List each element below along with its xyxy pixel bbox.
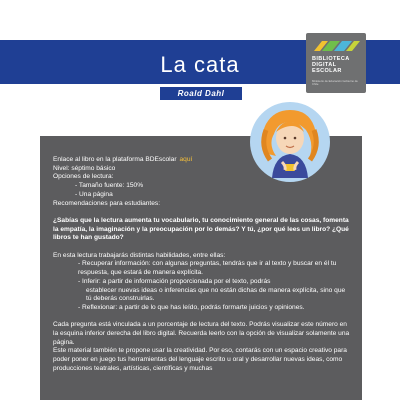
reading-options-label: Opciones de lectura: (53, 173, 114, 181)
biblioteca-digital-logo[interactable] (306, 33, 366, 93)
creativity-paragraph: Este material también te propone usar la creatividad. Por eso, contarás con un espacio creativo para poder poner en juego tus herramientas del lenguaje escrito u oral y desarrollar nuevas ideas, como producciones teatrales, artísticas, científicas y muchas (53, 347, 347, 372)
skill-infer: - Inferir: a partir de información proporcionada por el texto, podrás (78, 277, 271, 285)
logo-line-2: DIGITAL (312, 62, 337, 69)
skill-reflect: - Reflexionar: a partir de lo que has leído, podrás formarte juicios y opiniones. (78, 303, 305, 311)
percent-paragraph: Cada pregunta está vinculada a un porcentaje de lectura del texto. Podrás visualizar este número en la esquina inferior derecha del libro digital. Recuerda leerlo con la opción de visualizar solamente una página. (53, 321, 350, 346)
book-link[interactable]: aquí (179, 156, 193, 163)
logo-subtitle: Ministerio de Educación Gobierno de Chile (312, 79, 358, 87)
reading-guide-text (53, 156, 351, 374)
skill-infer-detail: establecer nuevas ideas o inferencias que no están dichas de manera explícita, sino que tú deberás construirlas. (86, 286, 346, 303)
reading-option-font-size: - Tamaño fuente: 150% (75, 182, 144, 190)
skills-intro: En esta lectura trabajarás distintas habilidades, entre ellas: (53, 251, 226, 259)
skill-retrieve: - Recuperar información: con algunas preguntas, tendrás que ir al texto y buscar en él tu respuesta, que estará de manera explícita. (78, 260, 337, 277)
logo-line-3: ESCOLAR (312, 68, 342, 75)
book-title: La cata (160, 52, 240, 77)
level-line: Nivel: séptimo básico (53, 164, 116, 172)
logo-strips-icon (314, 39, 360, 53)
logo-line-1: BIBLIOTECA (312, 56, 350, 62)
intro-question: ¿Sabías que la lectura aumenta tu vocabulario, tu conocimiento general de las cosas, fomenta la empatía, la imaginación y la preocupación por lo demás? Y tú, ¿por qué lees un libro? ¿Qué libros te han gustado? (53, 216, 349, 242)
book-link-line: Enlace al libro en la plataforma BDEscolar aquí (53, 156, 193, 163)
recommendations-label: Recomendaciones para estudiantes: (53, 199, 161, 207)
logo-text (312, 56, 364, 75)
reading-option-one-page: - Una página (75, 190, 113, 198)
book-author: Roald Dahl (177, 89, 225, 98)
